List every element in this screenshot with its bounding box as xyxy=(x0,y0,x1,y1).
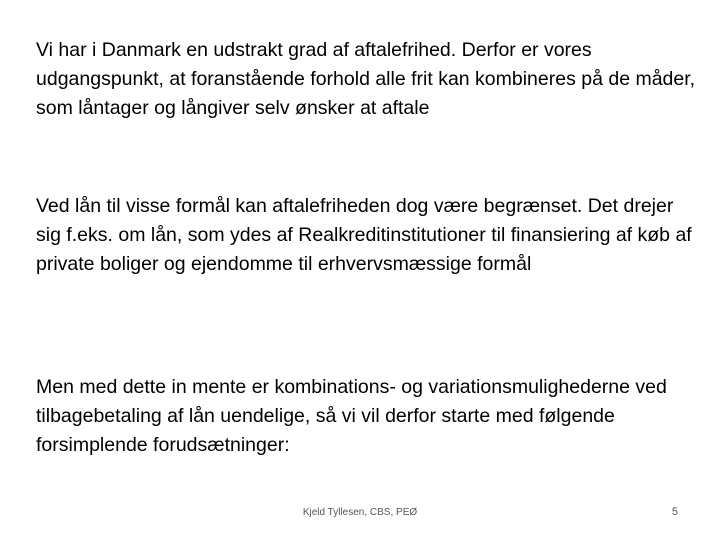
paragraph-forudsaetninger: Men med dette in mente er kombinations- og variationsmulighederne ved tilbagebetaling af lån uendelige, så vi vil derfor starte med følgende forsimplende forudsætninger: xyxy=(36,376,667,456)
footer-author: Kjeld Tyllesen, CBS, PEØ xyxy=(302,507,418,518)
paragraph-begraensning: Ved lån til visse formål kan aftalefriheden dog være begrænset. Det drejer sig f.eks. om lån, som ydes af Realkreditinstitutioner til finansiering af køb af private boliger og ejendomme til erhvervsmæssige formål xyxy=(36,195,692,275)
page-number: 5 xyxy=(671,506,678,518)
paragraph-aftalefrihed: Vi har i Danmark en udstrakt grad af aftalefrihed. Derfor er vores udgangspunkt, at foranstående forhold alle frit kan kombineres på de måder, som låntager og långiver selv ønsker at aftale xyxy=(36,39,696,119)
